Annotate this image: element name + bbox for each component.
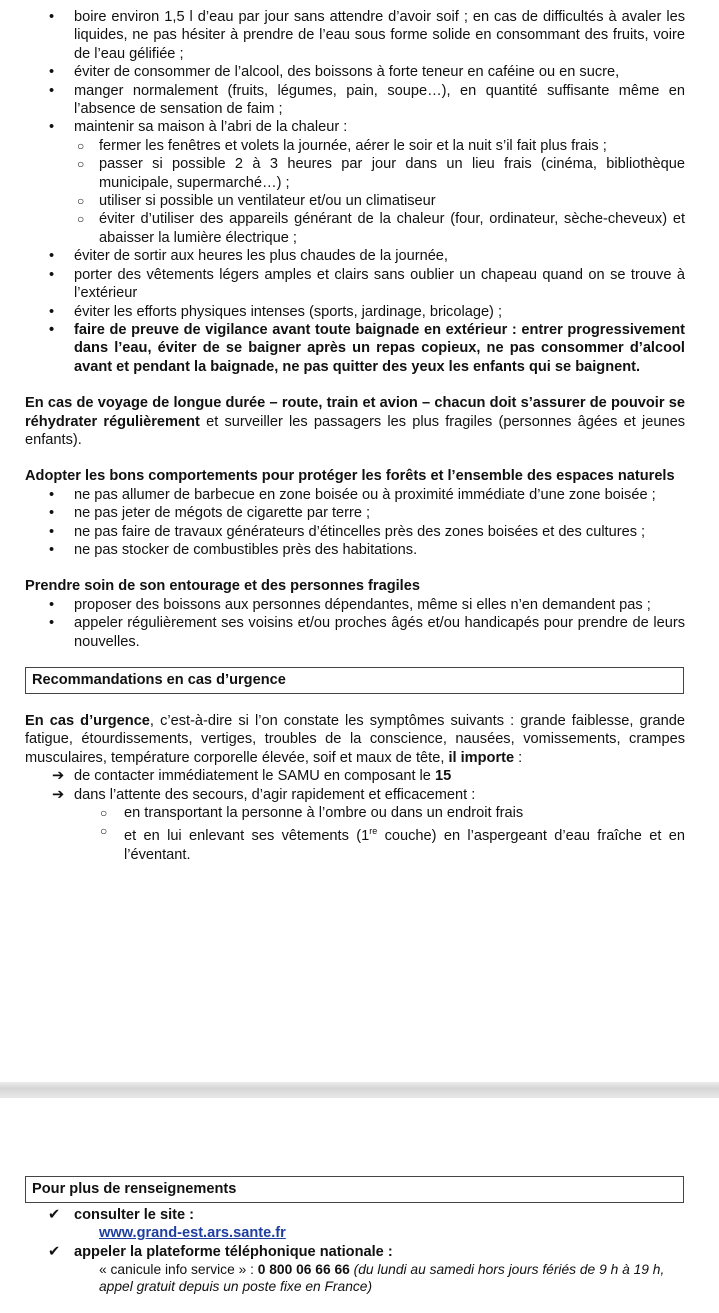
list-item-text: appeler régulièrement ses voisins et/ou proches âgés et/ou handicapés pour prendre de leurs nouvelles. xyxy=(74,615,685,650)
arrow-right-icon: ➔ xyxy=(52,768,65,785)
arrow-right-icon: ➔ xyxy=(52,786,65,803)
page-section-2 xyxy=(0,1098,719,1313)
phone-details xyxy=(0,1261,719,1295)
arrow-item-text: de contacter immédiatement le SAMU en composant le xyxy=(74,768,435,785)
list-item xyxy=(0,504,719,522)
check-item-site xyxy=(0,1206,719,1224)
list-item xyxy=(0,614,719,651)
check-item-label: consulter le site : xyxy=(74,1207,195,1223)
list-item xyxy=(0,596,719,614)
phone-number: 0 800 06 66 66 xyxy=(257,1262,350,1278)
list-item-text: proposer des boissons aux personnes dépendantes, même si elles n’en demandent pas ; xyxy=(74,596,651,613)
travel-text: et surveiller les passagers les plus fragiles (personnes âgées et jeunes enfants). xyxy=(25,413,685,448)
heat-advice-list xyxy=(0,8,719,376)
urgence-box-title: Recommandations en cas d’urgence xyxy=(25,667,684,694)
bullet-icon: • xyxy=(49,303,55,320)
list-item-text: faire de preuve de vigilance avant toute baignade en extérieur : entrer progressivement dans l’eau, éviter de se baigner après un repas copieux, ne pas consommer d’alcool avant et pendant la baignade, ne pas quitter des yeux les enfants qui se baignent. xyxy=(74,321,685,375)
check-item-phone xyxy=(0,1243,719,1261)
ars-website-link[interactable]: www.grand-est.ars.sante.fr xyxy=(99,1225,286,1242)
bullet-icon: • xyxy=(49,64,55,81)
bullet-icon: • xyxy=(49,486,55,503)
list-item-text: éviter de sortir aux heures les plus chaudes de la journée, xyxy=(74,248,448,265)
bullet-icon: • xyxy=(49,541,55,558)
list-item xyxy=(0,118,719,136)
list-item xyxy=(0,82,719,119)
list-item xyxy=(0,523,719,541)
list-item-text: utiliser si possible un ventilateur et/ou un climatiseur xyxy=(99,193,436,210)
list-item-text: éviter les efforts physiques intenses (sports, jardinage, bricolage) ; xyxy=(74,303,503,320)
bullet-icon: • xyxy=(49,615,55,632)
bullet-icon: • xyxy=(49,596,55,613)
list-item xyxy=(0,486,719,504)
urgence-text: , c’est-à-dire si l’on constate les symptômes suivants : grande faiblesse, grande fatigue, étourdissements, vertiges, troubles de la conscience, nausées, vomissements, crampes musculaires, température corporelle élevée, soif et maux de tête, xyxy=(25,713,685,766)
list-item-text: maintenir sa maison à l’abri de la chaleur : xyxy=(74,119,348,136)
list-item-text: ne pas faire de travaux générateurs d’étincelles près des zones boisées et des cultures ; xyxy=(74,523,646,540)
list-item-vigilance xyxy=(0,321,719,376)
list-item xyxy=(0,541,719,559)
bullet-icon: • xyxy=(49,9,55,25)
bullet-icon: • xyxy=(49,266,55,283)
superscript: re xyxy=(369,826,378,837)
check-icon: ✔ xyxy=(48,1207,61,1223)
bullet-icon: • xyxy=(49,248,55,265)
list-item xyxy=(0,247,719,265)
sub-list-item xyxy=(0,155,719,192)
circle-bullet-icon: ○ xyxy=(77,194,85,209)
circle-bullet-icon: ○ xyxy=(77,212,85,227)
check-icon: ✔ xyxy=(48,1243,61,1260)
arrow-item-text: dans l’attente des secours, d’agir rapidement et efficacement : xyxy=(74,786,476,803)
list-item xyxy=(0,63,719,81)
circle-bullet-icon: ○ xyxy=(77,138,85,153)
list-item-text-a: et en lui enlevant ses vêtements (1 xyxy=(124,828,370,845)
list-item xyxy=(0,8,719,63)
circle-bullet-icon: ○ xyxy=(100,824,108,839)
list-item-text: ne pas jeter de mégots de cigarette par terre ; xyxy=(74,505,371,522)
arrow-item-secours xyxy=(0,786,719,804)
list-item-text: en transportant la personne à l’ombre ou dans un endroit frais xyxy=(124,805,524,822)
bullet-icon: • xyxy=(49,82,55,99)
list-item-text: éviter de consommer de l’alcool, des boissons à forte teneur en caféine ou en sucre, xyxy=(74,64,620,81)
bullet-icon: • xyxy=(49,119,55,136)
samu-number: 15 xyxy=(434,768,452,785)
list-item-text: passer si possible 2 à 3 heures par jour dans un lieu frais (cinéma, bibliothèque municipale, supermarché…) ; xyxy=(99,156,685,191)
entourage-heading: Prendre soin de son entourage et des personnes fragiles xyxy=(25,578,420,595)
list-item-text: boire environ 1,5 l d’eau par jour sans attendre d’avoir soif ; en cas de difficultés à avaler les liquides, ne pas hésiter à prendre de l’eau sous forme solide en consommant des fruits, voire de l’eau gélifiée ; xyxy=(74,9,685,62)
list-item-text: fermer les fenêtres et volets la journée, aérer le soir et la nuit s’il fait plus frais ; xyxy=(99,137,607,154)
list-item-text: ne pas allumer de barbecue en zone boisée ou à proximité immédiate d’une zone boisée ; xyxy=(74,486,656,503)
bullet-icon: • xyxy=(49,321,55,338)
urgence-importe: il importe xyxy=(448,749,515,766)
urgence-bold-text: En cas d’urgence xyxy=(25,713,150,729)
list-item-text: manger normalement (fruits, légumes, pain, soupe…), en quantité suffisante même en l’absence de sensation de faim ; xyxy=(74,82,685,118)
sub-list-item xyxy=(0,192,719,210)
list-item xyxy=(0,303,719,321)
circle-bullet-icon: ○ xyxy=(77,157,85,172)
forest-heading: Adopter les bons comportements pour protéger les forêts et l’ensemble des espaces naturels xyxy=(25,468,675,485)
renseignements-box-title: Pour plus de renseignements xyxy=(25,1176,684,1203)
travel-paragraph xyxy=(0,394,719,449)
list-item-text: éviter d’utiliser des appareils générant de la chaleur (four, ordinateur, sèche-cheveux) et abaisser la lumière électrique ; xyxy=(99,211,685,246)
sub-list-item xyxy=(0,822,719,864)
service-name: « canicule info service » : xyxy=(99,1262,258,1278)
bullet-icon: • xyxy=(49,505,55,522)
sub-list-item xyxy=(0,137,719,155)
list-item-text: ne pas stocker de combustibles près des habitations. xyxy=(74,541,418,558)
arrow-item-samu xyxy=(0,767,719,785)
list-item-text: porter des vêtements légers amples et clairs sans oublier un chapeau quand on se trouve à l’extérieur xyxy=(74,266,685,302)
urgence-colon: : xyxy=(514,749,523,766)
circle-bullet-icon: ○ xyxy=(100,806,108,821)
page-separator xyxy=(0,1082,719,1098)
sub-list-item xyxy=(0,210,719,247)
site-link-row xyxy=(0,1224,719,1242)
list-item-text-b: couche) en l’aspergeant d’eau fraîche et en l’éventant. xyxy=(124,828,685,863)
list-item xyxy=(0,266,719,303)
bullet-icon: • xyxy=(49,523,55,540)
urgence-paragraph xyxy=(0,712,719,767)
travel-bold-text: En cas de voyage de longue durée – route, train et avion – chacun doit s’assurer de pouvoir se réhydrater régulièrement xyxy=(25,395,685,430)
entourage-list xyxy=(0,596,719,651)
forest-list xyxy=(0,486,719,560)
phone-hours-note: (du lundi au samedi hors jours fériés de 9 h à 19 h, appel gratuit depuis un poste fixe en France) xyxy=(99,1262,665,1295)
check-item-label: appeler la plateforme téléphonique nationale : xyxy=(74,1243,393,1260)
sub-list-item xyxy=(0,804,719,822)
